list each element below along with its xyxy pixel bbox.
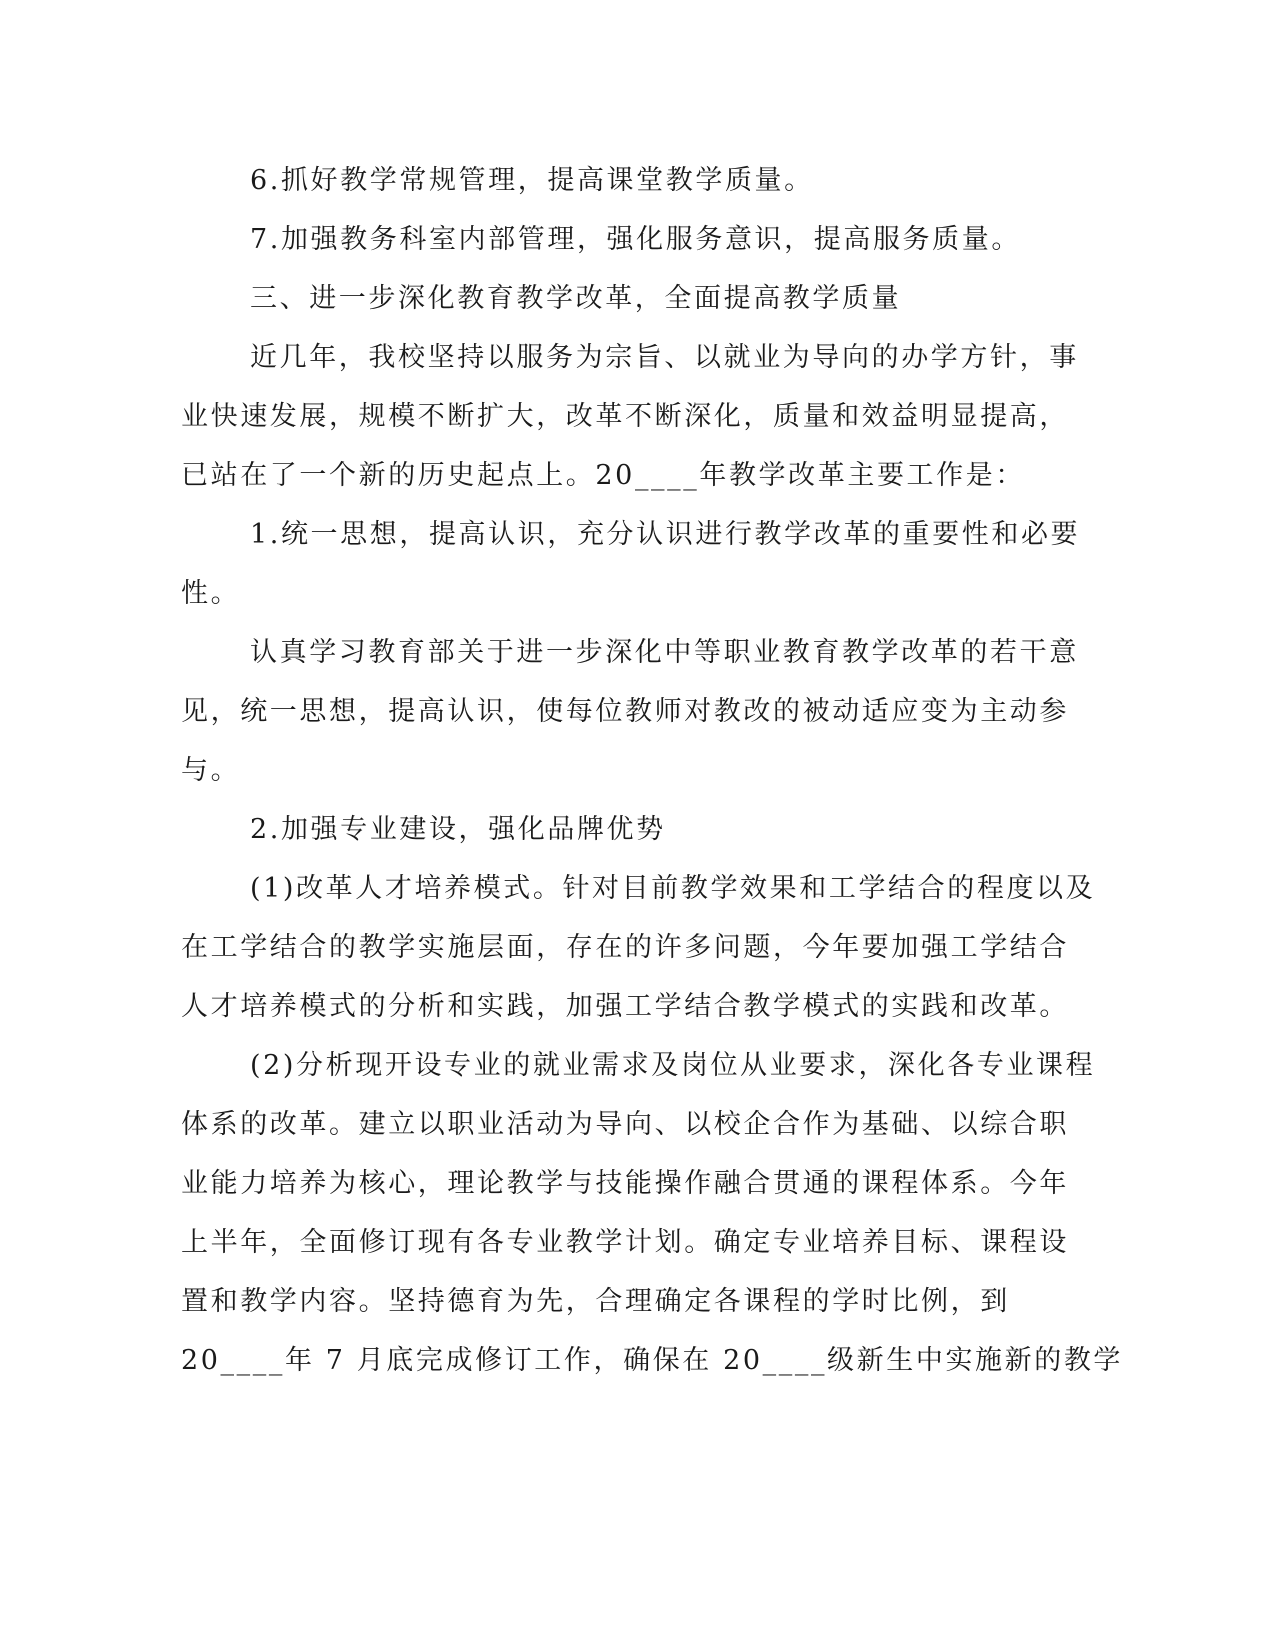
paragraph-line-14: 在工学结合的教学实施层面，存在的许多问题，今年要加强工学结合 (181, 932, 1069, 963)
paragraph-line-7: 1.统一思想，提高认识，充分认识进行教学改革的重要性和必要 (250, 519, 1081, 550)
paragraph-line-8: 性。 (181, 578, 241, 609)
paragraph-line-13: (1)改革人才培养模式。针对目前教学效果和工学结合的程度以及 (250, 873, 1096, 904)
paragraph-line-5: 业快速发展，规模不断扩大，改革不断深化，质量和效益明显提高， (181, 401, 1069, 432)
paragraph-line-19: 上半年，全面修订现有各专业教学计划。确定专业培养目标、课程设 (181, 1227, 1069, 1258)
section-heading: 三、进一步深化教育教学改革，全面提高教学质量 (250, 283, 902, 314)
paragraph-line-1: 6.抓好教学常规管理，提高课堂教学质量。 (250, 165, 814, 196)
paragraph-line-17: 体系的改革。建立以职业活动为导向、以校企合作为基础、以综合职 (181, 1109, 1069, 1140)
paragraph-line-10: 见，统一思想，提高认识，使每位教师对教改的被动适应变为主动参 (181, 696, 1069, 727)
paragraph-line-12: 2.加强专业建设，强化品牌优势 (250, 814, 666, 845)
paragraph-line-16: (2)分析现开设专业的就业需求及岗位从业要求，深化各专业课程 (250, 1050, 1096, 1081)
paragraph-line-15: 人才培养模式的分析和实践，加强工学结合教学模式的实践和改革。 (181, 991, 1069, 1022)
paragraph-line-6: 已站在了一个新的历史起点上。20____年教学改革主要工作是： (181, 460, 1025, 491)
paragraph-line-20: 置和教学内容。坚持德育为先，合理确定各课程的学时比例，到 (181, 1286, 1010, 1317)
paragraph-line-11: 与。 (181, 755, 241, 786)
paragraph-line-2: 7.加强教务科室内部管理，强化服务意识，提高服务质量。 (250, 224, 1021, 255)
paragraph-line-21: 20____年 7 月底完成修订工作，确保在 20____级新生中实施新的教学 (181, 1345, 1124, 1376)
paragraph-line-18: 业能力培养为核心，理论教学与技能操作融合贯通的课程体系。今年 (181, 1168, 1069, 1199)
paragraph-line-9: 认真学习教育部关于进一步深化中等职业教育教学改革的若干意 (250, 637, 1079, 668)
paragraph-line-4: 近几年，我校坚持以服务为宗旨、以就业为导向的办学方针，事 (250, 342, 1079, 373)
